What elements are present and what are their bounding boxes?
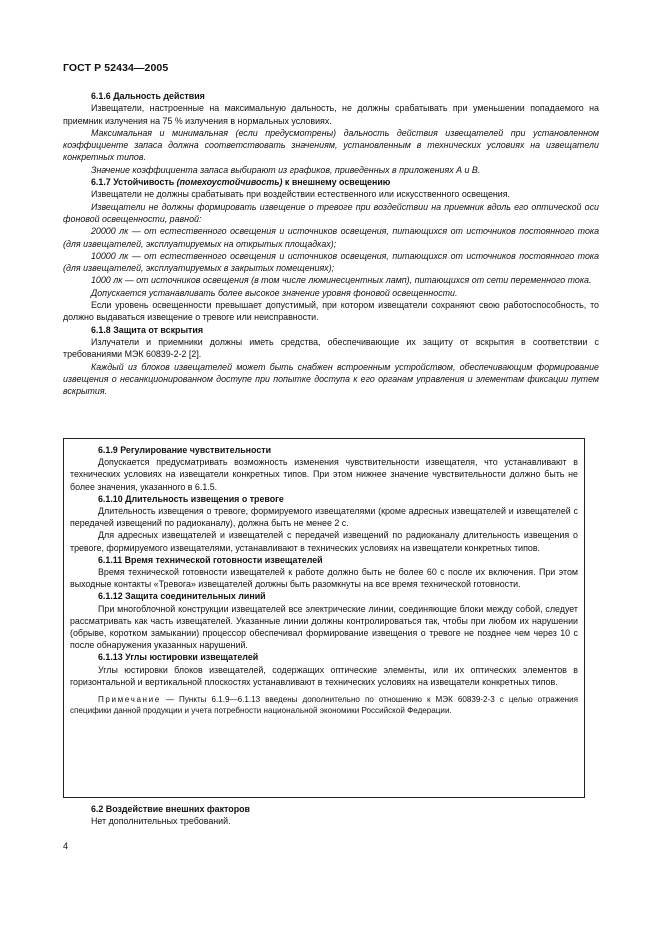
paragraph: Если уровень освещенности превышает допустимый, при котором извещатели сохраняют свою работоспособность, то должно выдаваться извещение о тревоге или неисправности.: [63, 300, 599, 323]
paragraph: Извещатели, настроенные на максимальную дальность, не должны срабатывать при уменьшении попадаемого на приемник излучения на 75 % излучения в нормальных условиях.: [63, 103, 599, 126]
section-heading: [63, 176, 599, 188]
framed-additions-box: [63, 438, 585, 798]
paragraph: При многоблочной конструкции извещателей все электрические линии, соединяющие блоки между собой, следует рассматривать как часть извещателей. Указанные линии должны контролироваться так, чтобы при любом их нарушении (обрыве, коротком замыкании) процессор обеспечивал формирование извещения о тревоге не позднее чем через 10 с после обнаружения указанных нарушений.: [70, 603, 578, 651]
paragraph: 20000 лк — от естественного освещения и источников освещения, питающихся от источников постоянного тока (для извещателей, эксплуатируемых на открытых площадках);: [63, 226, 599, 249]
paragraph: Извещатели не должны срабатывать при воздействии естественного или искусственного освещения.: [91, 189, 511, 200]
paragraph: Нет дополнительных требований.: [91, 816, 231, 827]
section-heading: 6.1.8 Защита от вскрытия: [91, 324, 203, 335]
section-heading: 6.1.6 Дальность действия: [91, 91, 205, 101]
paragraph: Допускается устанавливать более высокое значение уровня фоновой освещенности.: [91, 287, 458, 298]
heading-part-italic: (помехоустойчивость): [176, 177, 283, 188]
section-heading: 6.1.11 Время технической готовности извещателей: [98, 554, 323, 565]
paragraph: Время технической готовности извещателей к работе должно быть не более 60 с после их включения. При этом выходные контакты «Тревога» извещателей должны быть разомкнуты на все время технической готовности.: [70, 567, 578, 590]
section-heading: 6.1.13 Углы юстировки извещателей: [98, 652, 259, 663]
note-label: Примечание: [98, 695, 161, 705]
section-6-2: [63, 803, 599, 828]
section-heading: 6.1.12 Защита соединительных линий: [98, 591, 266, 602]
paragraph: Значение коэффициента запаса выбирают из графиков, приведенных в приложениях А и В.: [91, 164, 481, 175]
paragraph: Длительность извещения о тревоге, формируемого извещателями (кроме адресных извещателей и извещателей с передачей извещений по радиоканалу), должна быть не менее 2 с.: [70, 506, 578, 529]
main-text: [63, 90, 599, 397]
paragraph: Для адресных извещателей и извещателей с передачей извещений по радиоканалу длительность извещения о тревоге, формируемого извещателями, устанавливают в технических условиях на извещатели конкретных типов.: [70, 530, 578, 553]
note: [70, 694, 578, 716]
paragraph: 10000 лк — от естественного освещения и источников освещения, питающихся от источников постоянного тока (для извещателей, эксплуатируемых в закрытых помещениях);: [63, 250, 599, 274]
heading-part: к внешнему освещению: [282, 177, 391, 188]
paragraph: Допускается предусматривать возможность изменения чувствительности извещателя, что устанавливают в технических условиях на извещатели конкретных типов. При этом нижнее значение чувствительности должно быть не более значения, указанного в 6.1.5.: [70, 457, 578, 492]
paragraph: 1000 лк — от источников освещения (в том числе люминесцентных ламп), питающихся от сети переменного тока.: [91, 275, 592, 286]
note-text: — Пункты 6.1.9—6.1.13 введены дополнительно по отношению к МЭК 60839-2-3 с целью отражения специфики данной продукции и учета потребности национальной экономики Российской Федерации.: [70, 695, 578, 716]
section-heading: 6.1.9 Регулирование чувствительности: [98, 445, 272, 455]
paragraph: Каждый из блоков извещателей может быть снабжен встроенным устройством, обеспечивающим формирование извещения о несанкционированном доступе при попытке доступа к его органам управления и элементам фиксации путем вскрытия.: [63, 361, 599, 397]
paragraph: Извещатели не должны формировать извещение о тревоге при воздействии на приемник вдоль его оптической оси фоновой освещенности, равной:: [63, 201, 599, 224]
document-header: ГОСТ Р 52434—2005: [63, 62, 169, 74]
heading-part: 6.1.7 Устойчивость: [91, 177, 177, 188]
page-number: 4: [63, 841, 69, 851]
section-heading: 6.2 Воздействие внешних факторов: [91, 804, 251, 814]
paragraph: Углы юстировки блоков извещателей, содержащих оптические элементы, или их оптических элементов в горизонтальной и вертикальной плоскостях устанавливают в технических условиях на извещатели конкретных типов.: [70, 664, 578, 687]
section-heading: 6.1.10 Длительность извещения о тревоге: [98, 493, 284, 504]
paragraph: Излучатели и приемники должны иметь средства, обеспечивающие их защиту от вскрытия в соответствии с требованиями МЭК 60839-2-2 [2].: [63, 336, 599, 360]
paragraph: Максимальная и минимальная (если предусмотрены) дальность действия извещателей при установленном коэффициенте запаса должна соответствовать значениям, установленным в технических условиях на извещатели конкретных типов.: [63, 127, 599, 163]
